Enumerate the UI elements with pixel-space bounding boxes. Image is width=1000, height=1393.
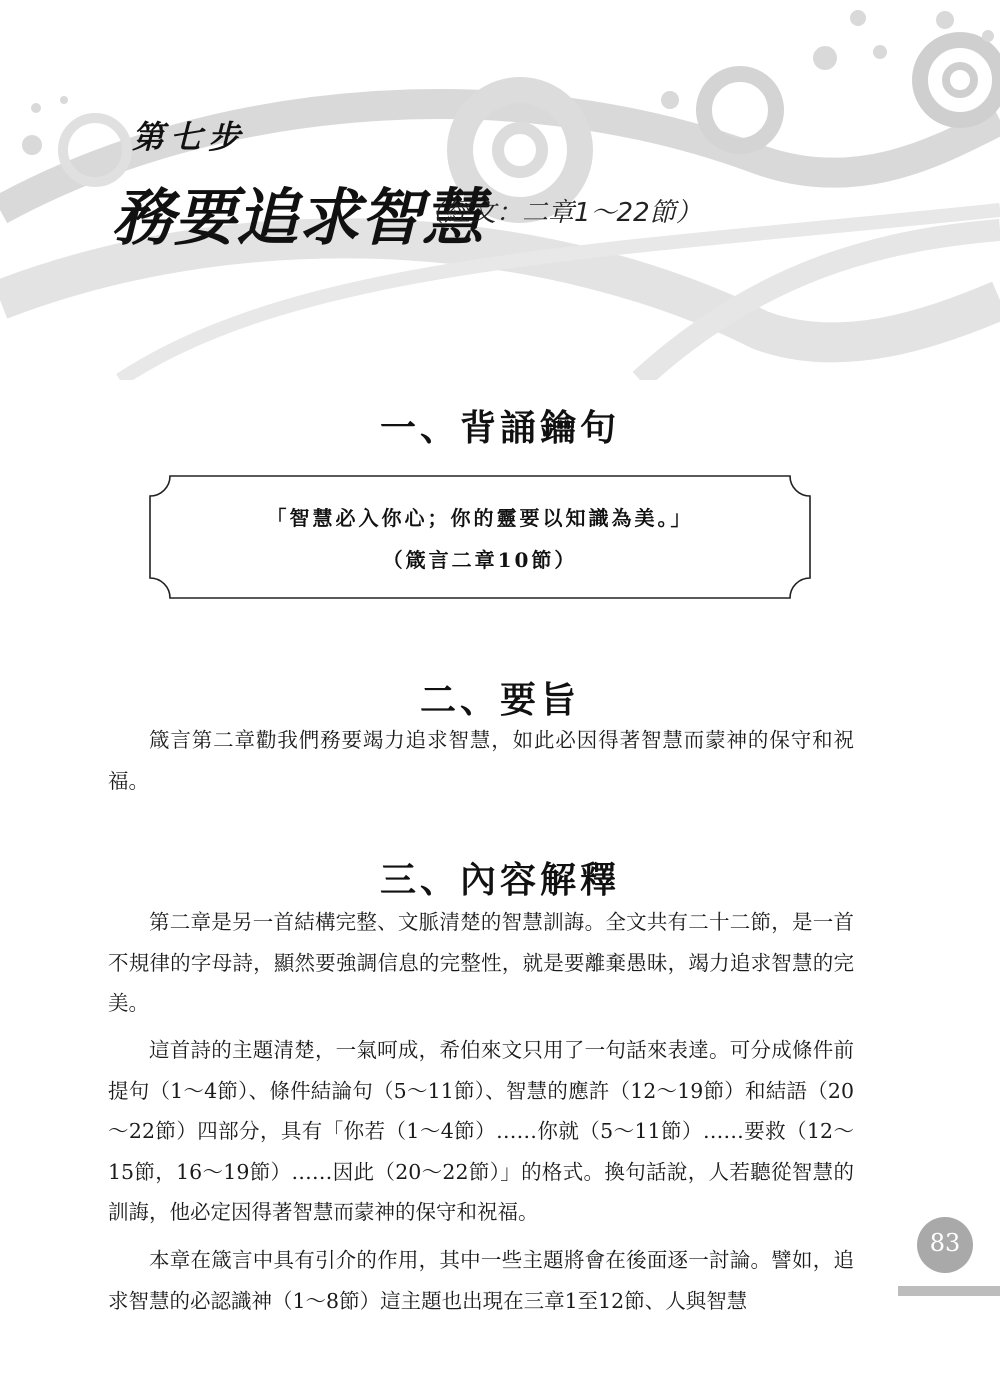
section-heading-summary: 二、要旨 bbox=[419, 679, 580, 721]
scripture-reference: （經文：二章1～22節） bbox=[418, 198, 702, 228]
page-number-bar bbox=[898, 1286, 1000, 1296]
explanation-paragraph-3: 本章在箴言中具有引介的作用，其中一些主題將會在後面逐一討論。譬如，追求智慧的必認識神（1～8節）這主題也出現在三章1至12節、人與智慧 bbox=[108, 1248, 854, 1313]
memory-verse-reference: （箴言二章10節） bbox=[382, 548, 578, 572]
explanation-paragraph-2: 這首詩的主題清楚，一氣呵成，希伯來文只用了一句話來表達。可分成條件前提句（1～4節）、條件結論句（5～11節）、智慧的應許（12～19節）和結語（20～22節）四部分，具有「你若（1～4節）……你就（5～11節）……要救（12～15節，16～19節）……因此（20～22節）」的格式。換句話說，人若聽從智慧的訓誨，他必定因得著智慧而蒙神的保守和祝福。 bbox=[108, 1038, 854, 1224]
explanation-paragraph-1: 第二章是另一首結構完整、文脈清楚的智慧訓誨。全文共有二十二節，是一首不規律的字母詩，顯然要強調信息的完整性，就是要離棄愚昧，竭力追求智慧的完美。 bbox=[108, 910, 854, 1015]
section-heading-explanation: 三、內容解釋 bbox=[379, 859, 620, 901]
chapter-title: 務要追求智慧 bbox=[112, 181, 485, 254]
memory-verse-text: 「智慧必入你心；你的靈要以知識為美。」 bbox=[266, 506, 694, 530]
page-number: 83 bbox=[929, 1229, 961, 1257]
section-heading-memory-verse: 一、背誦鑰句 bbox=[379, 407, 620, 449]
summary-paragraph: 箴言第二章勸我們務要竭力追求智慧，如此必因得著智慧而蒙神的保守和祝福。 bbox=[108, 728, 854, 793]
step-label: 第七步 bbox=[132, 118, 247, 156]
verse-frame bbox=[148, 474, 812, 600]
